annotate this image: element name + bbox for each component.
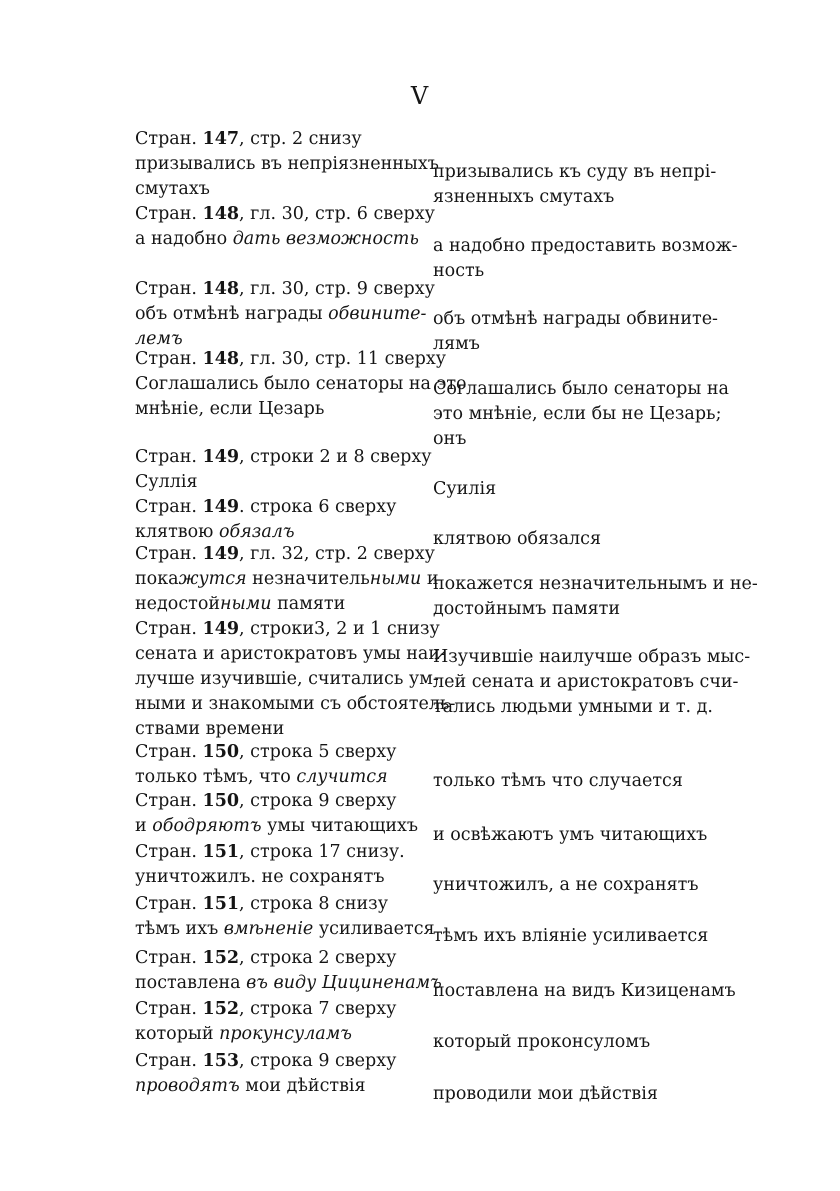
text-fragment: сената и аристократовъ умы наи-	[135, 644, 446, 664]
text-fragment: ствами времени	[135, 719, 285, 739]
page-reference	[135, 277, 435, 302]
reference-label: Стран.	[135, 1051, 197, 1071]
erroneous-word: обвините-	[328, 304, 427, 324]
errata-entry	[135, 542, 439, 617]
erroneous-text-line	[135, 302, 427, 327]
correction-block	[433, 873, 718, 898]
reference-page-number: 148	[202, 349, 240, 369]
reference-label: Стран.	[135, 447, 197, 467]
corrected-text-line: клятвою обязался	[433, 529, 602, 549]
text-fragment: смутахъ	[135, 179, 210, 199]
errata-entry	[135, 347, 467, 422]
erroneous-text-line	[135, 865, 420, 890]
correction-block	[433, 769, 718, 794]
reference-label: Стран.	[135, 791, 197, 811]
page-reference	[135, 946, 420, 971]
reference-page-number: 150	[202, 742, 240, 762]
reference-label: Стран.	[135, 279, 197, 299]
erroneous-word: лемъ	[135, 329, 183, 349]
correction-block	[433, 307, 718, 357]
corrected-text-line: язненныхъ смутахъ	[433, 187, 615, 207]
reference-label: Стран.	[135, 204, 197, 224]
reference-label: Стран.	[135, 497, 197, 517]
erroneous-word: ободряютъ	[152, 816, 262, 836]
page-reference	[135, 840, 420, 865]
errata-entry	[135, 997, 420, 1047]
erroneous-text-line	[135, 227, 420, 252]
reference-label: Стран.	[135, 129, 197, 149]
corrected-text-line: покажется незначительнымъ и не-	[433, 574, 758, 594]
corrected-text-line: поставлена на видъ Кизиценамъ	[433, 981, 736, 1001]
erroneous-word: прокунсуламъ	[219, 1024, 352, 1044]
text-fragment: усиливается	[313, 919, 435, 939]
reference-location: , строка 9 сверху	[239, 1051, 397, 1071]
page-reference	[135, 495, 420, 520]
reference-location: , гл. 30, стр. 6 сверху	[239, 204, 435, 224]
errata-entry	[135, 127, 439, 202]
text-fragment: а надобно	[135, 229, 233, 249]
erroneous-word: ными	[220, 594, 272, 614]
reference-page-number: 152	[202, 999, 240, 1019]
correction-block	[433, 645, 751, 720]
erroneous-text-line	[135, 692, 456, 717]
correction-block	[433, 477, 718, 502]
erroneous-word: проводятъ	[135, 1076, 240, 1096]
text-fragment: и	[135, 816, 153, 836]
erroneous-text-line	[135, 917, 435, 942]
reference-page-number: 149	[202, 544, 240, 564]
erroneous-text-line	[135, 152, 439, 177]
errata-entry	[135, 277, 435, 352]
text-fragment: поставлена	[135, 973, 247, 993]
erroneous-text-line	[135, 814, 420, 839]
corrected-text-line: а надобно предоставить возмож-	[433, 236, 738, 256]
reference-label: Стран.	[135, 544, 197, 564]
reference-location: , гл. 30, стр. 11 сверху	[239, 349, 446, 369]
erroneous-text-line	[135, 765, 420, 790]
reference-page-number: 148	[202, 279, 240, 299]
reference-label: Стран.	[135, 894, 197, 914]
reference-page-number: 150	[202, 791, 240, 811]
corrected-text-line: онъ	[433, 429, 467, 449]
text-fragment: клятвою	[135, 522, 219, 542]
errata-entry	[135, 946, 442, 996]
erroneous-text-line	[135, 1074, 420, 1099]
reference-label: Стран.	[135, 842, 197, 862]
page-reference	[135, 617, 440, 642]
erroneous-text-line	[135, 717, 420, 742]
erroneous-word: дать везможность	[232, 229, 419, 249]
corrected-text-line: проводили мои дѣйствія	[433, 1084, 658, 1104]
correction-block	[433, 823, 718, 848]
reference-page-number: 147	[202, 129, 240, 149]
correction-block	[433, 1030, 718, 1055]
reference-page-number: 151	[202, 842, 240, 862]
erroneous-text-line	[135, 667, 439, 692]
errata-entry	[135, 892, 435, 942]
text-fragment: умы читающихъ	[261, 816, 419, 836]
text-fragment: мнѣніе, если Цезарь	[135, 399, 325, 419]
page-reference	[135, 347, 446, 372]
corrected-text-line: Соглашались было сенаторы на	[433, 379, 729, 399]
text-fragment: и	[421, 569, 439, 589]
erroneous-text-line	[135, 642, 446, 667]
erroneous-text-line	[135, 1022, 420, 1047]
corrected-text-line: ность	[433, 261, 485, 281]
errata-entry	[135, 840, 420, 890]
reference-location: , строка 7 сверху	[239, 999, 397, 1019]
corrected-text-line: достойнымъ памяти	[433, 599, 620, 619]
reference-location: , строка 9 сверху	[239, 791, 397, 811]
reference-label: Стран.	[135, 619, 197, 639]
corrected-text-line: только тѣмъ что случается	[433, 771, 683, 791]
page-number: V	[410, 82, 430, 110]
correction-block	[433, 1082, 718, 1107]
erroneous-word: ными	[369, 569, 422, 589]
correction-block	[433, 527, 718, 552]
text-fragment: объ отмѣнѣ награды	[135, 304, 329, 324]
reference-location: , строка 17 снизу.	[239, 842, 405, 862]
page-reference	[135, 445, 432, 470]
reference-page-number: 149	[202, 619, 240, 639]
page-reference	[135, 892, 420, 917]
erroneous-word: обязалъ	[218, 522, 295, 542]
reference-location: , строка 5 сверху	[239, 742, 397, 762]
corrected-text-line: Изучившіе наилучше образъ мыс-	[433, 647, 751, 667]
page-reference	[135, 740, 420, 765]
erroneous-text-line	[135, 397, 420, 422]
corrected-text-line: лей сената и аристократовъ счи-	[433, 672, 739, 692]
errata-entry	[135, 789, 420, 839]
text-fragment: призывались въ непріязненныхъ	[135, 154, 439, 174]
erroneous-text-line	[135, 567, 439, 592]
text-fragment: Соглашались было сенаторы на это	[135, 374, 467, 394]
erroneous-text-line	[135, 372, 467, 397]
text-fragment: лучше изучившіе, считались ум-	[135, 669, 439, 689]
errata-entry	[135, 202, 435, 252]
page-reference	[135, 789, 420, 814]
corrected-text-line: лямъ	[433, 334, 480, 354]
reference-location: , строки 2 и 8 сверху	[239, 447, 432, 467]
text-fragment: памяти	[271, 594, 346, 614]
corrected-text-line: Суилія	[433, 479, 497, 499]
text-fragment: мои дѣйствія	[239, 1076, 366, 1096]
page-reference	[135, 1049, 420, 1074]
page-reference	[135, 202, 435, 227]
correction-block	[433, 377, 729, 452]
text-fragment: ными и знакомыми съ обстоятель-	[135, 694, 456, 714]
corrected-text-line: и освѣжаютъ умъ читающихъ	[433, 825, 708, 845]
reference-location: , строка 2 сверху	[239, 948, 397, 968]
erroneous-text-line	[135, 470, 420, 495]
correction-block	[433, 160, 718, 210]
erroneous-text-line	[135, 177, 420, 202]
page-reference	[135, 997, 420, 1022]
corrected-text-line: объ отмѣнѣ награды обвините-	[433, 309, 718, 329]
page-reference	[135, 542, 435, 567]
corrected-text-line: призывались къ суду въ непрі-	[433, 162, 717, 182]
text-fragment: тѣмъ ихъ	[135, 919, 224, 939]
reference-page-number: 149	[202, 447, 240, 467]
erroneous-word: вмѣненіе	[223, 919, 314, 939]
corrected-text-line: уничтожилъ, а не сохранятъ	[433, 875, 699, 895]
text-fragment: пока	[135, 569, 179, 589]
erroneous-text-line	[135, 592, 420, 617]
corrected-text-line: тѣмъ ихъ вліяніе усиливается	[433, 926, 709, 946]
erroneous-word: жутся	[178, 569, 247, 589]
correction-block	[433, 979, 736, 1004]
errata-entry	[135, 445, 432, 495]
reference-label: Стран.	[135, 349, 197, 369]
text-fragment: недостой	[135, 594, 221, 614]
reference-page-number: 152	[202, 948, 240, 968]
text-fragment: Суллія	[135, 472, 198, 492]
errata-entry	[135, 740, 420, 790]
reference-page-number: 149	[202, 497, 240, 517]
page-reference	[135, 127, 420, 152]
corrected-text-line: это мнѣніе, если бы не Цезарь;	[433, 404, 722, 424]
reference-location: , гл. 32, стр. 2 сверху	[239, 544, 435, 564]
reference-location: , стр. 2 снизу	[239, 129, 362, 149]
correction-block	[433, 234, 738, 284]
reference-location: , строка 8 снизу	[239, 894, 388, 914]
text-fragment: только тѣмъ, что	[135, 767, 297, 787]
reference-page-number: 153	[202, 1051, 240, 1071]
reference-label: Стран.	[135, 948, 197, 968]
correction-block	[433, 924, 718, 949]
reference-location: . строка 6 сверху	[239, 497, 397, 517]
text-fragment: уничтожилъ. не сохранятъ	[135, 867, 385, 887]
errata-entry	[135, 495, 420, 545]
corrected-text-line: тались людьми умными и т. д.	[433, 697, 713, 717]
reference-page-number: 151	[202, 894, 240, 914]
reference-location: , гл. 30, стр. 9 сверху	[239, 279, 435, 299]
correction-block	[433, 572, 758, 622]
erroneous-text-line	[135, 971, 442, 996]
text-fragment: который	[135, 1024, 220, 1044]
erroneous-word: случится	[296, 767, 388, 787]
reference-location: , строки3, 2 и 1 снизу	[239, 619, 440, 639]
erroneous-word: въ виду Цициненамъ	[246, 973, 442, 993]
reference-label: Стран.	[135, 999, 197, 1019]
errata-entry	[135, 617, 456, 742]
reference-label: Стран.	[135, 742, 197, 762]
corrected-text-line: который проконсуломъ	[433, 1032, 651, 1052]
errata-entry	[135, 1049, 420, 1099]
text-fragment: незначитель	[246, 569, 370, 589]
reference-page-number: 148	[202, 204, 240, 224]
